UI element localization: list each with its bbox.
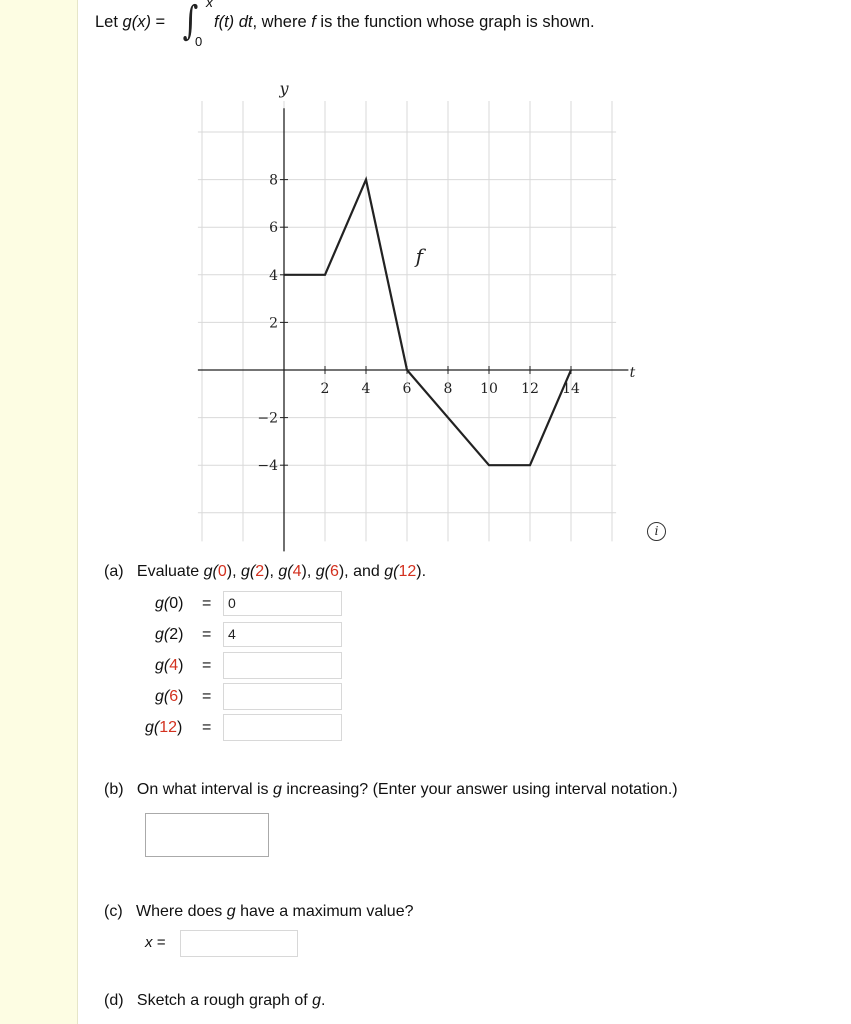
integral-sign: ∫ <box>182 0 199 44</box>
g-call: g( <box>315 563 330 580</box>
paren: ) <box>226 563 233 580</box>
sep: , <box>306 563 316 580</box>
g6-label <box>155 688 183 706</box>
arg-0: 0 <box>217 563 227 580</box>
equals: = <box>202 719 212 736</box>
equals: = <box>202 595 212 612</box>
g2-label <box>155 626 183 644</box>
max-x-input[interactable] <box>180 930 298 957</box>
y-tick-label: 8 <box>269 172 278 189</box>
part-a-label: (a) <box>104 563 124 580</box>
x-tick-label: 12 <box>521 381 539 397</box>
g-var: g <box>226 903 236 920</box>
y-tick-label: 2 <box>269 315 278 332</box>
paren: ) <box>178 688 184 705</box>
paren: ) <box>178 595 184 612</box>
prefix-text: Let <box>95 13 123 31</box>
g4-input[interactable] <box>223 652 342 679</box>
part-c-question <box>104 903 413 921</box>
x-tick-label: 8 <box>443 381 453 397</box>
g-call: g( <box>155 657 170 674</box>
y-tick-label: −2 <box>257 410 278 427</box>
paren: ) <box>416 563 422 580</box>
g2-input[interactable]: 4 <box>223 622 342 647</box>
y-tick-label: −4 <box>257 458 278 475</box>
g-call: g( <box>155 688 170 705</box>
g-call: g( <box>203 563 218 580</box>
equals-sign: = <box>150 13 166 31</box>
arg: 0 <box>169 595 179 612</box>
g12-label <box>145 719 182 737</box>
arg: 4 <box>169 657 179 674</box>
g-call: g( <box>240 563 256 580</box>
equals: = <box>202 657 212 674</box>
part-b-text: On what interval is <box>136 781 273 798</box>
g0-label <box>155 595 183 613</box>
g12-input[interactable] <box>223 714 342 741</box>
sep: , <box>232 563 241 580</box>
arg: 12 <box>159 719 178 736</box>
sep: , and <box>344 563 385 580</box>
integrand: f(t) dt <box>214 13 253 31</box>
part-b-text-post: increasing? (Enter your answer using interval notation.) <box>281 781 678 798</box>
interval-input[interactable] <box>145 813 269 857</box>
sep: , <box>269 563 279 580</box>
x-tick-label: 2 <box>320 381 330 397</box>
equals: = <box>202 626 212 643</box>
g4-label <box>155 657 183 675</box>
part-d-label: (d) <box>104 992 124 1009</box>
g-var: g <box>272 781 282 798</box>
paren: ) <box>264 563 270 580</box>
paren: ) <box>178 657 184 674</box>
arg-6: 6 <box>329 563 339 580</box>
arg: 6 <box>169 688 179 705</box>
g-var: g <box>312 992 322 1009</box>
g0-input[interactable]: 0 <box>223 591 342 616</box>
part-b-label: (b) <box>104 781 124 798</box>
period: . <box>321 992 326 1009</box>
part-c-text-post: have a maximum value? <box>235 903 414 920</box>
x-tick-label: 10 <box>480 381 498 397</box>
g-call: g( <box>384 563 399 580</box>
integral-lower-limit: 0 <box>195 34 203 49</box>
suffix-post: is the function whose graph is shown. <box>315 13 595 31</box>
g-call: g( <box>278 563 293 580</box>
paren: ) <box>178 626 184 643</box>
equals: = <box>202 688 212 705</box>
x-tick-label: 6 <box>402 381 412 397</box>
x-tick-label: 4 <box>361 381 371 397</box>
integral-upper-limit: x <box>206 0 213 10</box>
arg-12: 12 <box>398 563 417 580</box>
part-d-question <box>104 992 326 1010</box>
x-axis-label: t <box>629 365 636 381</box>
f-variable: f <box>311 13 316 31</box>
y-tick-label: 4 <box>269 267 278 284</box>
g-of-x: g(x) <box>122 13 151 31</box>
curve-label-f: f <box>415 243 424 268</box>
arg-4: 4 <box>292 563 302 580</box>
g-call: g( <box>145 719 160 736</box>
x-equals-label: x = <box>145 934 166 951</box>
suffix-pre: , where <box>252 13 312 31</box>
paren: ) <box>301 563 307 580</box>
period: . <box>421 563 427 580</box>
y-tick-label: 6 <box>269 220 278 237</box>
part-a-question <box>104 563 426 581</box>
paren: ) <box>177 719 183 736</box>
g-call: g( <box>155 595 170 612</box>
part-b-question <box>104 781 678 799</box>
part-c-label: (c) <box>104 903 123 920</box>
paren: ) <box>338 563 345 580</box>
arg: 2 <box>169 626 179 643</box>
y-axis-label: y <box>279 78 289 98</box>
arg-2: 2 <box>255 563 265 580</box>
g-call: g( <box>155 626 170 643</box>
info-icon[interactable]: i <box>647 522 666 541</box>
part-a-text: Evaluate <box>136 563 204 580</box>
x-tick-label: 14 <box>562 381 580 397</box>
g6-input[interactable] <box>223 683 342 710</box>
part-d-text: Sketch a rough graph of <box>136 992 313 1009</box>
part-c-text: Where does <box>136 903 227 920</box>
